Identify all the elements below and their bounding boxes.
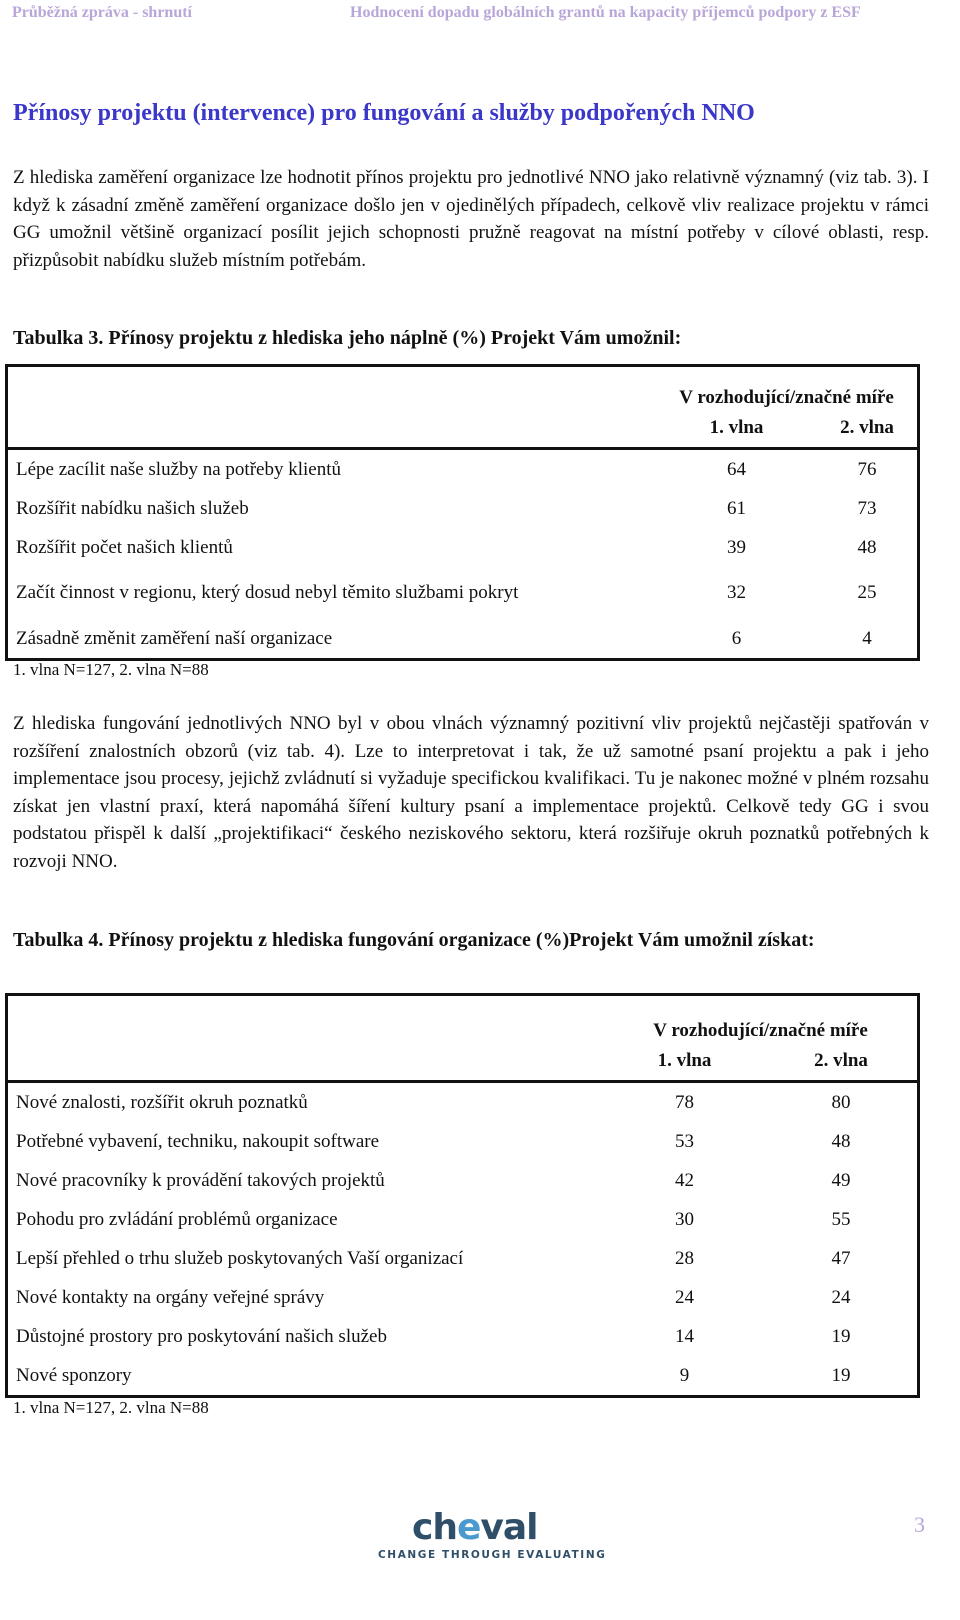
cheval-logo	[378, 1507, 607, 1567]
row-label: Zásadně změnit zaměření naší organizace	[16, 627, 333, 649]
wave1-value: 14	[675, 1325, 694, 1347]
table-row	[7, 528, 919, 567]
table-row	[7, 449, 919, 490]
table3-group-header: V rozhodující/značné míře	[679, 387, 894, 408]
row-label: Nové kontakty na orgány veřejné správy	[16, 1286, 325, 1308]
section-title: Přínosy projektu (intervence) pro fungování a služby podpořených NNO	[13, 100, 755, 126]
wave1-value: 39	[727, 536, 746, 558]
table-row	[7, 489, 919, 528]
wave2-value: 48	[857, 536, 877, 558]
wave1-value: 53	[675, 1130, 694, 1152]
wave2-value: 4	[862, 627, 872, 649]
table3	[5, 364, 920, 661]
table4-col1-header: 1. vlna	[604, 1042, 765, 1082]
table-row	[7, 1122, 919, 1161]
wave2-value: 25	[857, 582, 877, 603]
logo-wordmark: cheval	[412, 1507, 538, 1548]
table4-col2-header: 2. vlna	[765, 1042, 919, 1082]
wave2-value: 55	[831, 1208, 851, 1230]
row-label: Nové znalosti, rozšířit okruh poznatků	[16, 1091, 308, 1113]
table4-caption: Tabulka 4. Přínosy projektu z hlediska fungování organizace (%)Projekt Vám umožnil získat:	[13, 929, 815, 951]
table-row	[7, 1082, 919, 1123]
row-label: Nové sponzory	[16, 1364, 132, 1386]
running-header-left: Průběžná zpráva - shrnutí	[12, 4, 192, 21]
row-label: Nové pracovníky k provádění takových projektů	[16, 1169, 385, 1191]
wave1-value: 30	[675, 1208, 694, 1230]
row-label: Rozšířit nabídku našich služeb	[16, 497, 249, 519]
paragraph-intro: Z hlediska zaměření organizace lze hodnotit přínos projektu pro jednotlivé NNO jako relativně významný (viz tab. 3). I když k zásadní změně zaměření organizace došlo jen v ojedinělých případech, celkově vliv realizace projektu v rámci GG umožnil většině organizací posílit jejich schopnosti pružně reagovat na místní potřeby v cílové oblasti, resp. přizpůsobit nabídku služeb místním potřebám.	[13, 167, 929, 271]
table3-caption: Tabulka 3. Přínosy projektu z hlediska jeho náplně (%) Projekt Vám umožnil:	[13, 327, 682, 349]
wave1-value: 61	[727, 497, 746, 519]
wave1-value: 42	[675, 1169, 694, 1191]
table-row	[7, 1278, 919, 1317]
wave2-value: 73	[857, 497, 877, 519]
wave1-value: 6	[731, 627, 742, 649]
wave1-value: 9	[679, 1364, 690, 1386]
table4-note: 1. vlna N=127, 2. vlna N=88	[13, 1398, 209, 1417]
wave1-value: 64	[727, 458, 746, 480]
wave2-value: 80	[831, 1091, 851, 1113]
row-label: Rozšířit počet našich klientů	[16, 536, 233, 558]
row-label: Důstojné prostory pro poskytování našich služeb	[16, 1325, 387, 1347]
row-label: Lépe zacílit naše služby na potřeby klientů	[16, 458, 341, 480]
table-row	[7, 1161, 919, 1200]
table-row	[7, 1239, 919, 1278]
wave1-value: 78	[675, 1091, 694, 1113]
wave2-value: 76	[857, 458, 877, 480]
table-row	[7, 619, 919, 660]
wave2-value: 48	[831, 1130, 851, 1152]
table-row	[7, 1200, 919, 1239]
wave2-value: 24	[831, 1286, 851, 1308]
wave2-value: 49	[831, 1169, 851, 1191]
wave1-value: 28	[675, 1247, 694, 1269]
table3-header-row	[7, 366, 919, 410]
wave1-value: 24	[675, 1286, 694, 1308]
table3-col2-header: 2. vlna	[817, 409, 919, 449]
paragraph-functioning: Z hlediska fungování jednotlivých NNO byl v obou vlnách významný pozitivní vliv projektů nejčastěji spatřován v rozšíření znalostních obzorů (viz tab. 4). Lze to interpretovat i tak, že už samotné psaní projektu a pak i jeho implementace jsou procesy, jejichž zvládnutí si vyžaduje specifickou kvalifikaci. Tu je nakonec možné v plném rozsahu získat jen vlastní praxí, která napomáhá šíření kultury psaní a implementace projektů. Celkově tedy GG i svou podstatou přispěl k další „projektifikaci“ českého neziskového sektoru, která rozšiřuje okruh poznatků potřebných k rozvoji NNO.	[13, 713, 929, 872]
wave2-value: 19	[831, 1325, 851, 1347]
page-number: 3	[914, 1512, 925, 1537]
table4	[5, 993, 920, 1398]
row-label: Začít činnost v regionu, který dosud nebyl těmito službami pokryt	[16, 582, 519, 603]
table-row	[7, 1356, 919, 1397]
wave1-value: 32	[727, 582, 746, 603]
table4-subheader-row	[7, 1042, 919, 1082]
wave2-value: 19	[831, 1364, 851, 1386]
table-row	[7, 567, 919, 619]
logo-tagline: CHANGE THROUGH EVALUATING	[378, 1549, 607, 1561]
row-label: Pohodu pro zvládání problémů organizace	[16, 1208, 338, 1230]
table4-group-header: V rozhodující/značné míře	[653, 1020, 868, 1041]
table3-subheader-row	[7, 409, 919, 449]
table3-note: 1. vlna N=127, 2. vlna N=88	[13, 660, 209, 679]
wave2-value: 47	[831, 1247, 851, 1269]
table-row	[7, 1317, 919, 1356]
table4-header-row	[7, 995, 919, 1043]
table3-col1-header: 1. vlna	[656, 409, 817, 449]
row-label: Potřebné vybavení, techniku, nakoupit software	[16, 1130, 380, 1152]
running-header-right: Hodnocení dopadu globálních grantů na kapacity příjemců podpory z ESF	[350, 4, 861, 21]
row-label: Lepší přehled o trhu služeb poskytovaných Vaší organizací	[16, 1247, 464, 1269]
